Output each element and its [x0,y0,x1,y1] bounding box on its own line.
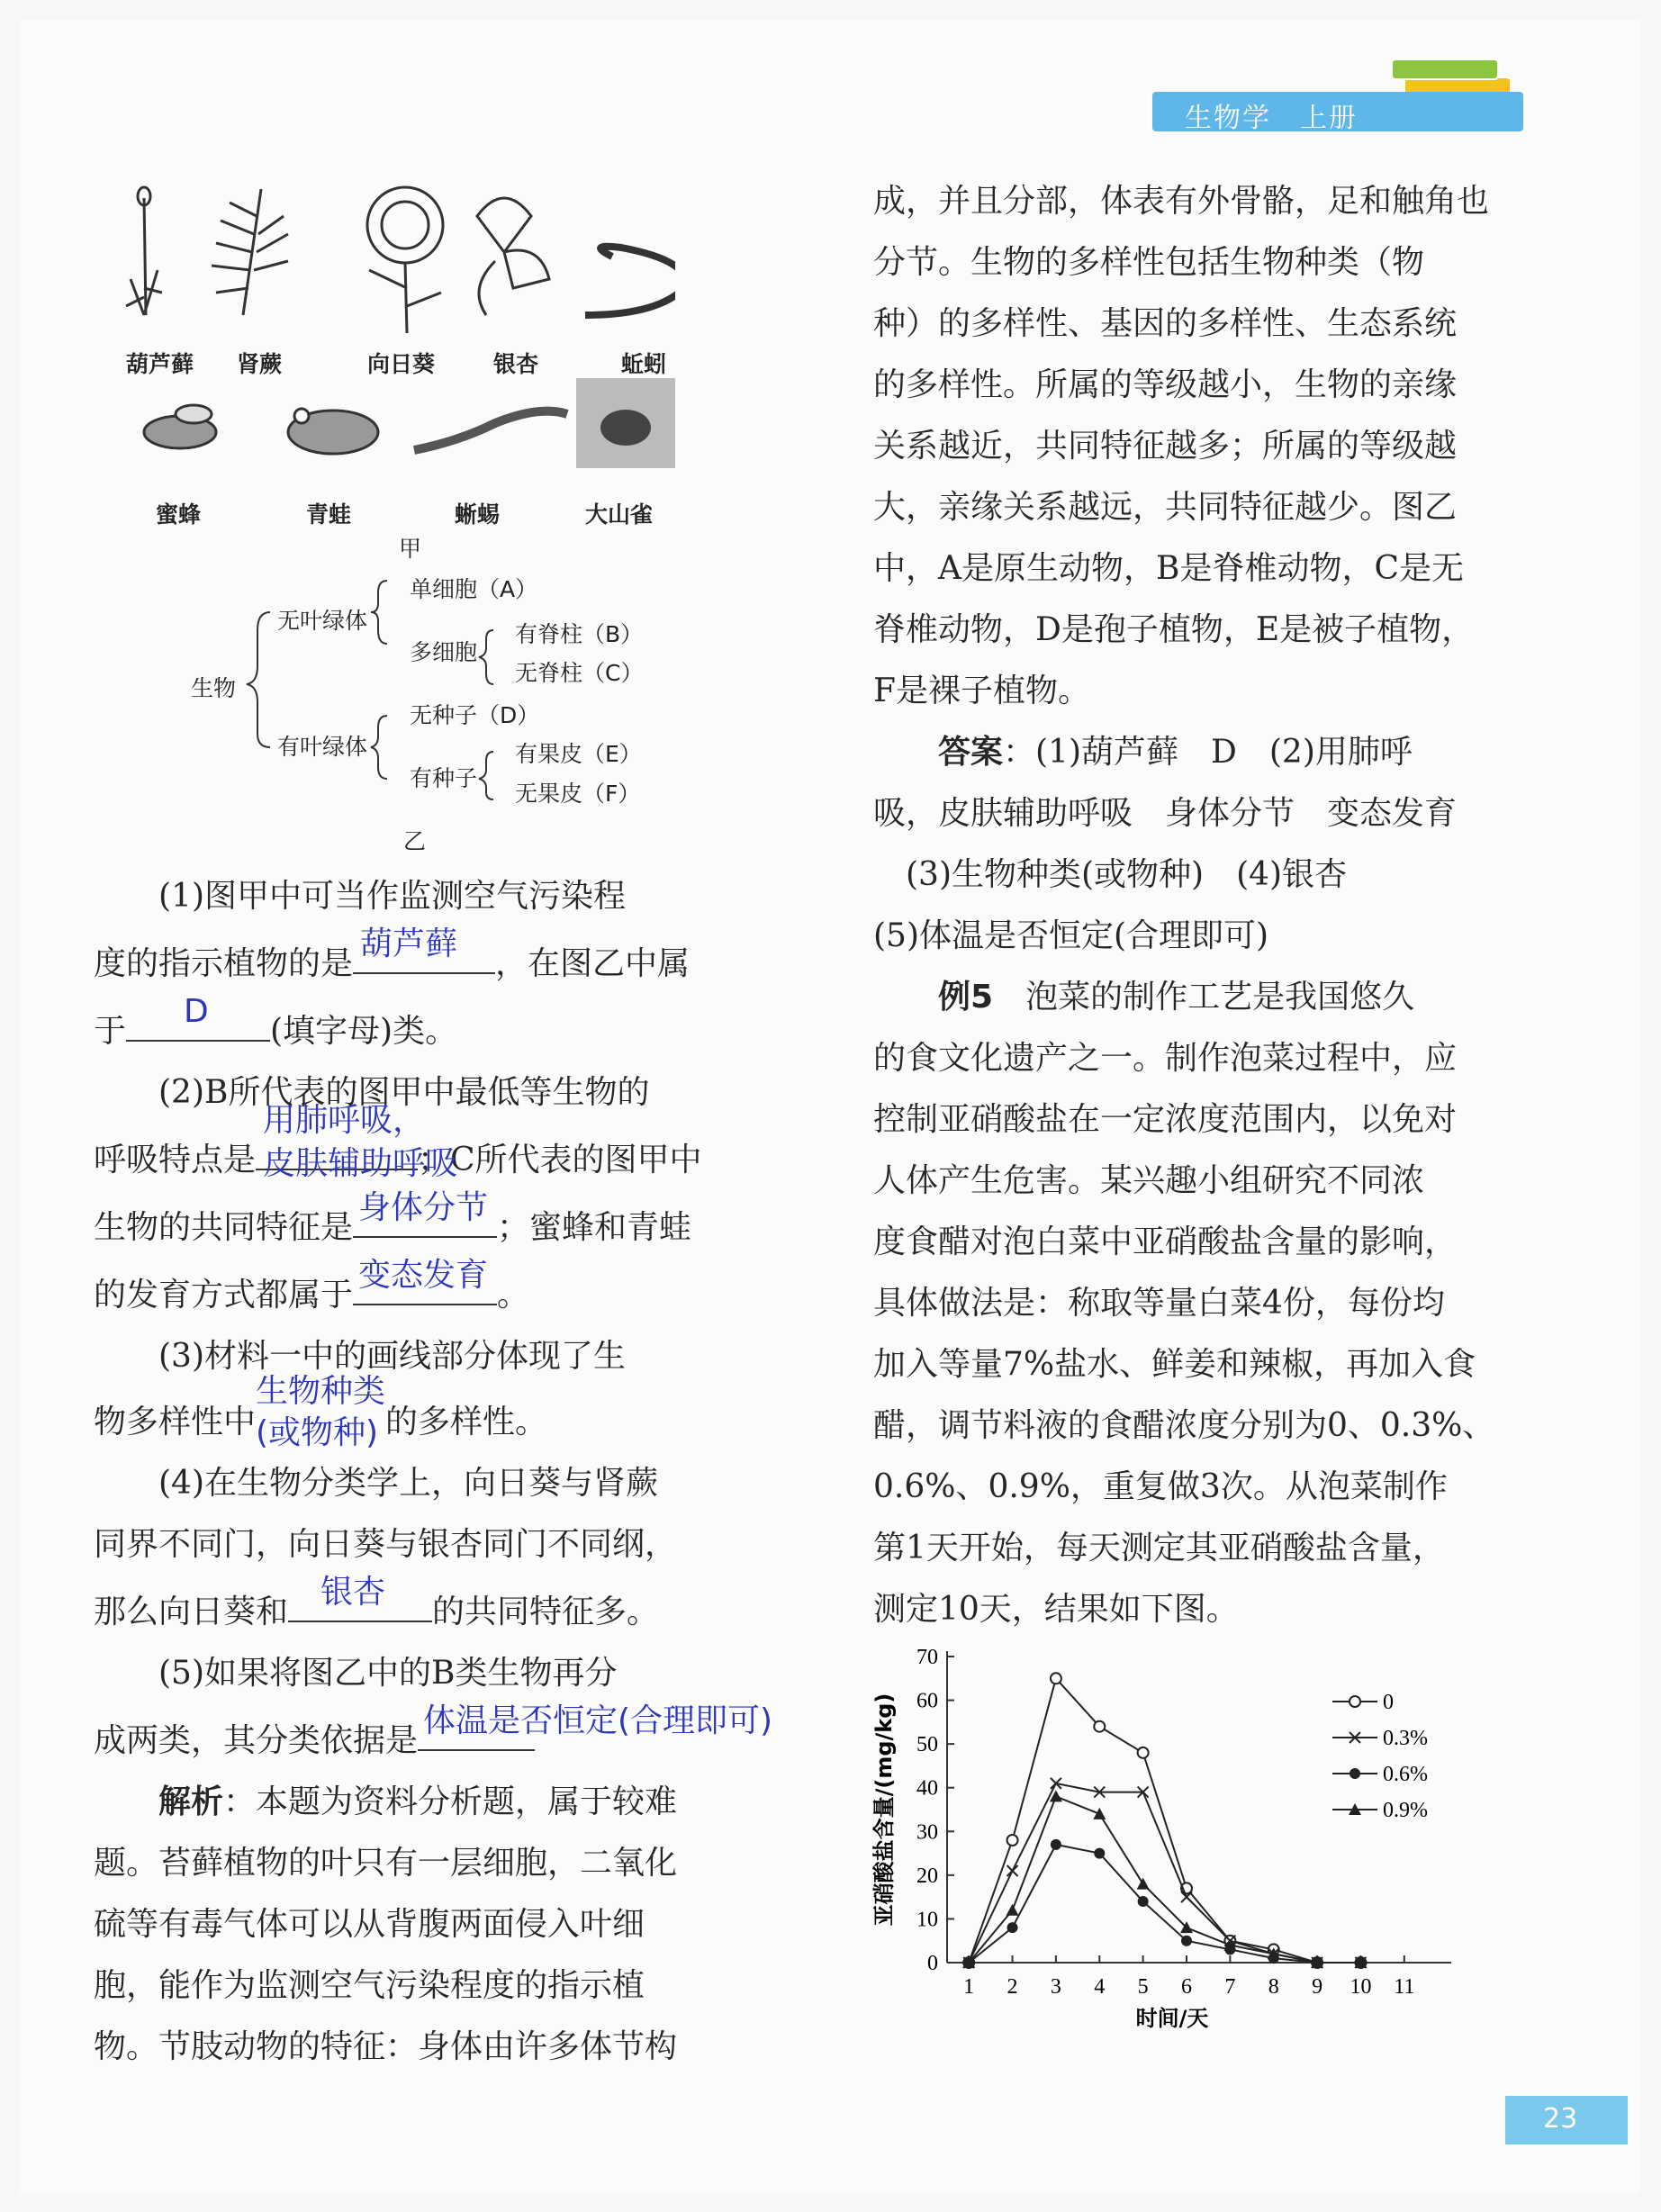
fern-drawing [212,189,288,315]
moss-drawing [126,187,162,315]
q2-line4: 的发育方式都属于 变态发育 。 [94,1257,530,1314]
y-tick-label: 70 [916,1646,938,1669]
answer-line4: (5)体温是否恒定(合理即可) [873,917,1269,954]
q3-answer-a: 生物种类 [256,1373,386,1410]
q2-line1: (2)B所代表的图甲中最低等生物的 [158,1074,650,1111]
analysis-right-9: F是裸子植物。 [873,673,1090,709]
example5-line4: 人体产生危害。某兴趣小组研究不同浓 [873,1162,1425,1199]
q4-line2: 同界不同门，向日葵与银杏同门不同纲， [94,1526,678,1563]
analysis-line2: 题。苔藓植物的叶只有一层细胞，二氧化 [94,1845,678,1882]
analysis-right-7: 中，A是原生动物，B是脊椎动物，C是无 [873,550,1464,587]
page-number: 23 [1543,2103,1578,2135]
analysis-line3: 硫等有毒气体可以从背腹两面侵入叶细 [94,1906,645,1943]
q1-line3: 于 D (填字母)类。 [94,993,458,1050]
data-point-s3-3 [1093,1808,1106,1819]
q1-line2: 度的指示植物的是 葫芦藓 ，在图乙中属 [94,925,691,982]
y-tick-label: 50 [916,1733,938,1757]
q4-answer: 银杏 [320,1574,386,1611]
data-point-s2-2 [1051,1839,1061,1850]
x-tick-label: 10 [1350,1975,1372,1999]
label-frog: 青蛙 [306,501,352,528]
y-axis-label: 亚硝酸盐含量/(mg/kg) [871,1693,897,1927]
tree-has-seed: 有种子 [410,765,478,791]
q2-blank2[interactable] [353,1191,497,1238]
answer-line3: (3)生物种类(或物种) (4)银杏 [906,856,1348,893]
y-tick-label: 40 [916,1776,938,1801]
series-line-1 [969,1783,1360,1963]
tree-no-seed: 无种子（D） [410,702,540,728]
analysis-right-8: 脊椎动物，D是孢子植物，E是被子植物， [873,611,1475,648]
q5-answer: 体温是否恒定(合理即可) [423,1702,773,1739]
q4-line3: 那么向日葵和 银杏 的共同特征多。 [94,1574,660,1630]
q3-line1: (3)材料一中的画线部分体现了生 [158,1338,626,1375]
label-lizard: 蜥蜴 [455,501,501,528]
x-tick-label: 6 [1181,1975,1192,1999]
analysis-right-6: 大，亲缘关系越远，共同特征越少。图乙 [873,489,1458,526]
caption-yi: 乙 [403,828,427,854]
frog-drawing [288,409,378,454]
ginkgo-drawing [477,198,549,315]
page-number-box [1505,2096,1628,2144]
q2-line2: 呼吸特点是 用肺呼吸， 皮肤辅助呼吸 ；C所代表的图甲中 [94,1102,702,1182]
tree-pericarp: 有果皮（E） [515,741,642,767]
data-point-s0-1 [1007,1835,1018,1846]
sunflower-drawing [367,187,443,333]
x-tick-label: 3 [1050,1975,1061,1999]
data-point-s2-5 [1181,1936,1192,1946]
questions-column [94,866,773,2078]
q2-answer1a: 用肺呼吸， [263,1102,426,1139]
q2-blank3[interactable] [353,1259,497,1305]
answer-line1: 答案：(1)葫芦藓 D (2)用肺呼 [938,734,1413,771]
q2-answer1b: 皮肤辅助呼吸 [263,1145,458,1182]
data-point-s2-4 [1138,1896,1149,1907]
q1-blank1[interactable] [353,927,495,974]
earthworm-drawing [585,247,675,315]
subject-title: 生物学 上册 [1185,103,1358,134]
example5-line7: 加入等量7%盐水、鲜姜和辣椒，再加入食 [873,1346,1476,1383]
data-point-s0-2 [1051,1673,1061,1684]
q3-line2: 物多样性中 生物种类 (或物种) 的多样性。 [94,1373,548,1451]
answer-label: 答案 [938,734,1004,771]
analysis-right-2: 分节。生物的多样性包括生物种类（物 [873,244,1425,281]
tree-vertebrate: 有脊柱（B） [515,621,644,647]
subject-banner [1152,92,1523,134]
example5-line1: 例5 泡菜的制作工艺是我国悠久 [938,979,1415,1016]
q5-blank[interactable] [418,1702,773,1751]
answer-line2: 吸，皮肤辅助呼吸 身体分节 变态发育 [873,795,1458,832]
example5-line10: 第1天开始，每天测定其亚硝酸盐含量， [873,1530,1445,1566]
q1-answer2: D [184,993,209,1030]
analysis-line5: 物。节肢动物的特征：身体由许多体节构 [94,2028,678,2065]
label-bee: 蜜蜂 [156,501,202,528]
caption-jia: 甲 [399,536,422,562]
analysis-line1: 解析：本题为资料分析题，属于较难 [158,1783,678,1820]
label-moss: 葫芦藓 [126,351,194,377]
legend-label-3: 0.9% [1383,1799,1428,1822]
x-tick-label: 1 [963,1975,975,1999]
q1-blank2[interactable] [126,995,270,1042]
tree-root: 生物 [191,675,237,701]
data-point-s3-1 [1007,1904,1019,1916]
q1-line1: (1)图甲中可当作监测空气污染程 [158,878,626,915]
q1-answer1: 葫芦藓 [360,925,458,962]
analysis-right-3: 种）的多样性、基因的多样性、生态系统 [873,305,1458,342]
legend-label-0: 0 [1383,1691,1394,1714]
label-earthworm: 蚯蚓 [621,351,667,377]
tree-invertebrate: 无脊柱（C） [515,660,644,686]
data-point-s1-1 [1007,1865,1018,1876]
x-tick-label: 8 [1268,1975,1279,1999]
label-sunflower: 向日葵 [367,351,436,377]
bee-drawing [144,405,216,448]
example5-line8: 醋，调节料液的食醋浓度分别为0、0.3%、 [873,1407,1495,1444]
q3-answer-b: (或物种) [256,1414,379,1451]
organism-illustrations [117,180,675,468]
y-tick-label: 10 [916,1908,938,1932]
example5-line2: 的食文化遗产之一。制作泡菜过程中，应 [873,1040,1458,1077]
legend-marker-0 [1350,1696,1360,1707]
legend-marker-2 [1350,1768,1360,1779]
q3-blank[interactable] [256,1373,386,1451]
x-tick-label: 11 [1394,1975,1415,1999]
analysis-right-5: 关系越近，共同特征越多；所属的等级越 [873,428,1458,465]
example5-line5: 度食醋对泡白菜中亚硝酸盐含量的影响， [873,1223,1458,1260]
x-tick-label: 7 [1224,1975,1236,1999]
y-tick-label: 0 [927,1952,938,1975]
q2-answer3: 变态发育 [358,1257,489,1294]
x-tick-label: 2 [1007,1975,1018,1999]
y-tick-label: 30 [916,1820,938,1845]
x-tick-label: 4 [1094,1975,1106,1999]
analysis-label: 解析 [158,1783,224,1820]
data-point-s2-3 [1094,1848,1105,1859]
tree-has-chlorophyll: 有叶绿体 [277,734,368,760]
series-line-2 [969,1845,1360,1963]
example5-line6: 具体做法是：称取等量白菜4份，每份均 [873,1285,1445,1322]
y-tick-label: 60 [916,1689,938,1713]
x-axis-label: 时间/天 [1135,2006,1209,2031]
legend-label-2: 0.6% [1383,1763,1428,1786]
example5-line9: 0.6%、0.9%，重复做3次。从泡菜制作 [873,1468,1448,1505]
right-column [873,171,1530,1640]
data-point-s0-4 [1138,1747,1149,1758]
example5-line3: 控制亚硝酸盐在一定浓度范围内，以免对 [873,1101,1458,1138]
q2-blank1[interactable] [256,1102,458,1182]
q4-line1: (4)在生物分类学上，向日葵与肾蕨 [158,1465,658,1502]
lizard-drawing [414,411,567,450]
data-point-s3-4 [1137,1878,1150,1890]
q2-answer2: 身体分节 [358,1189,489,1226]
x-tick-label: 5 [1137,1975,1149,1999]
tree-unicellular: 单细胞（A） [410,576,538,602]
data-point-s0-3 [1094,1721,1105,1732]
label-fern: 肾蕨 [237,351,283,377]
example5-label: 例5 [938,979,994,1016]
example5-line11: 测定10天，结果如下图。 [873,1591,1239,1628]
q5-line1: (5)如果将图乙中的B类生物再分 [158,1655,618,1692]
label-ginkgo: 银杏 [493,351,539,377]
analysis-right-1: 成，并且分部，体表有外骨骼，足和触角也 [873,183,1490,220]
nitrite-line-chart [864,1630,1494,2035]
tree-no-pericarp: 无果皮（F） [515,781,641,807]
q5-line2: 成两类，其分类依据是 体温是否恒定(合理即可) [94,1702,773,1759]
q2-line3: 生物的共同特征是 身体分节 ；蜜蜂和青蛙 [94,1189,692,1246]
y-tick-label: 20 [916,1864,938,1888]
data-point-s2-1 [1007,1922,1018,1933]
tree-multicellular: 多细胞 [410,639,478,665]
analysis-right-4: 的多样性。所属的等级越小，生物的亲缘 [873,366,1458,403]
label-great-tit: 大山雀 [585,501,654,528]
tree-no-chlorophyll: 无叶绿体 [277,608,368,634]
x-tick-label: 9 [1312,1975,1323,1999]
q4-blank[interactable] [288,1575,432,1622]
legend-label-1: 0.3% [1383,1727,1428,1750]
analysis-line4: 胞，能作为监测空气污染程度的指示植 [94,1967,645,2004]
